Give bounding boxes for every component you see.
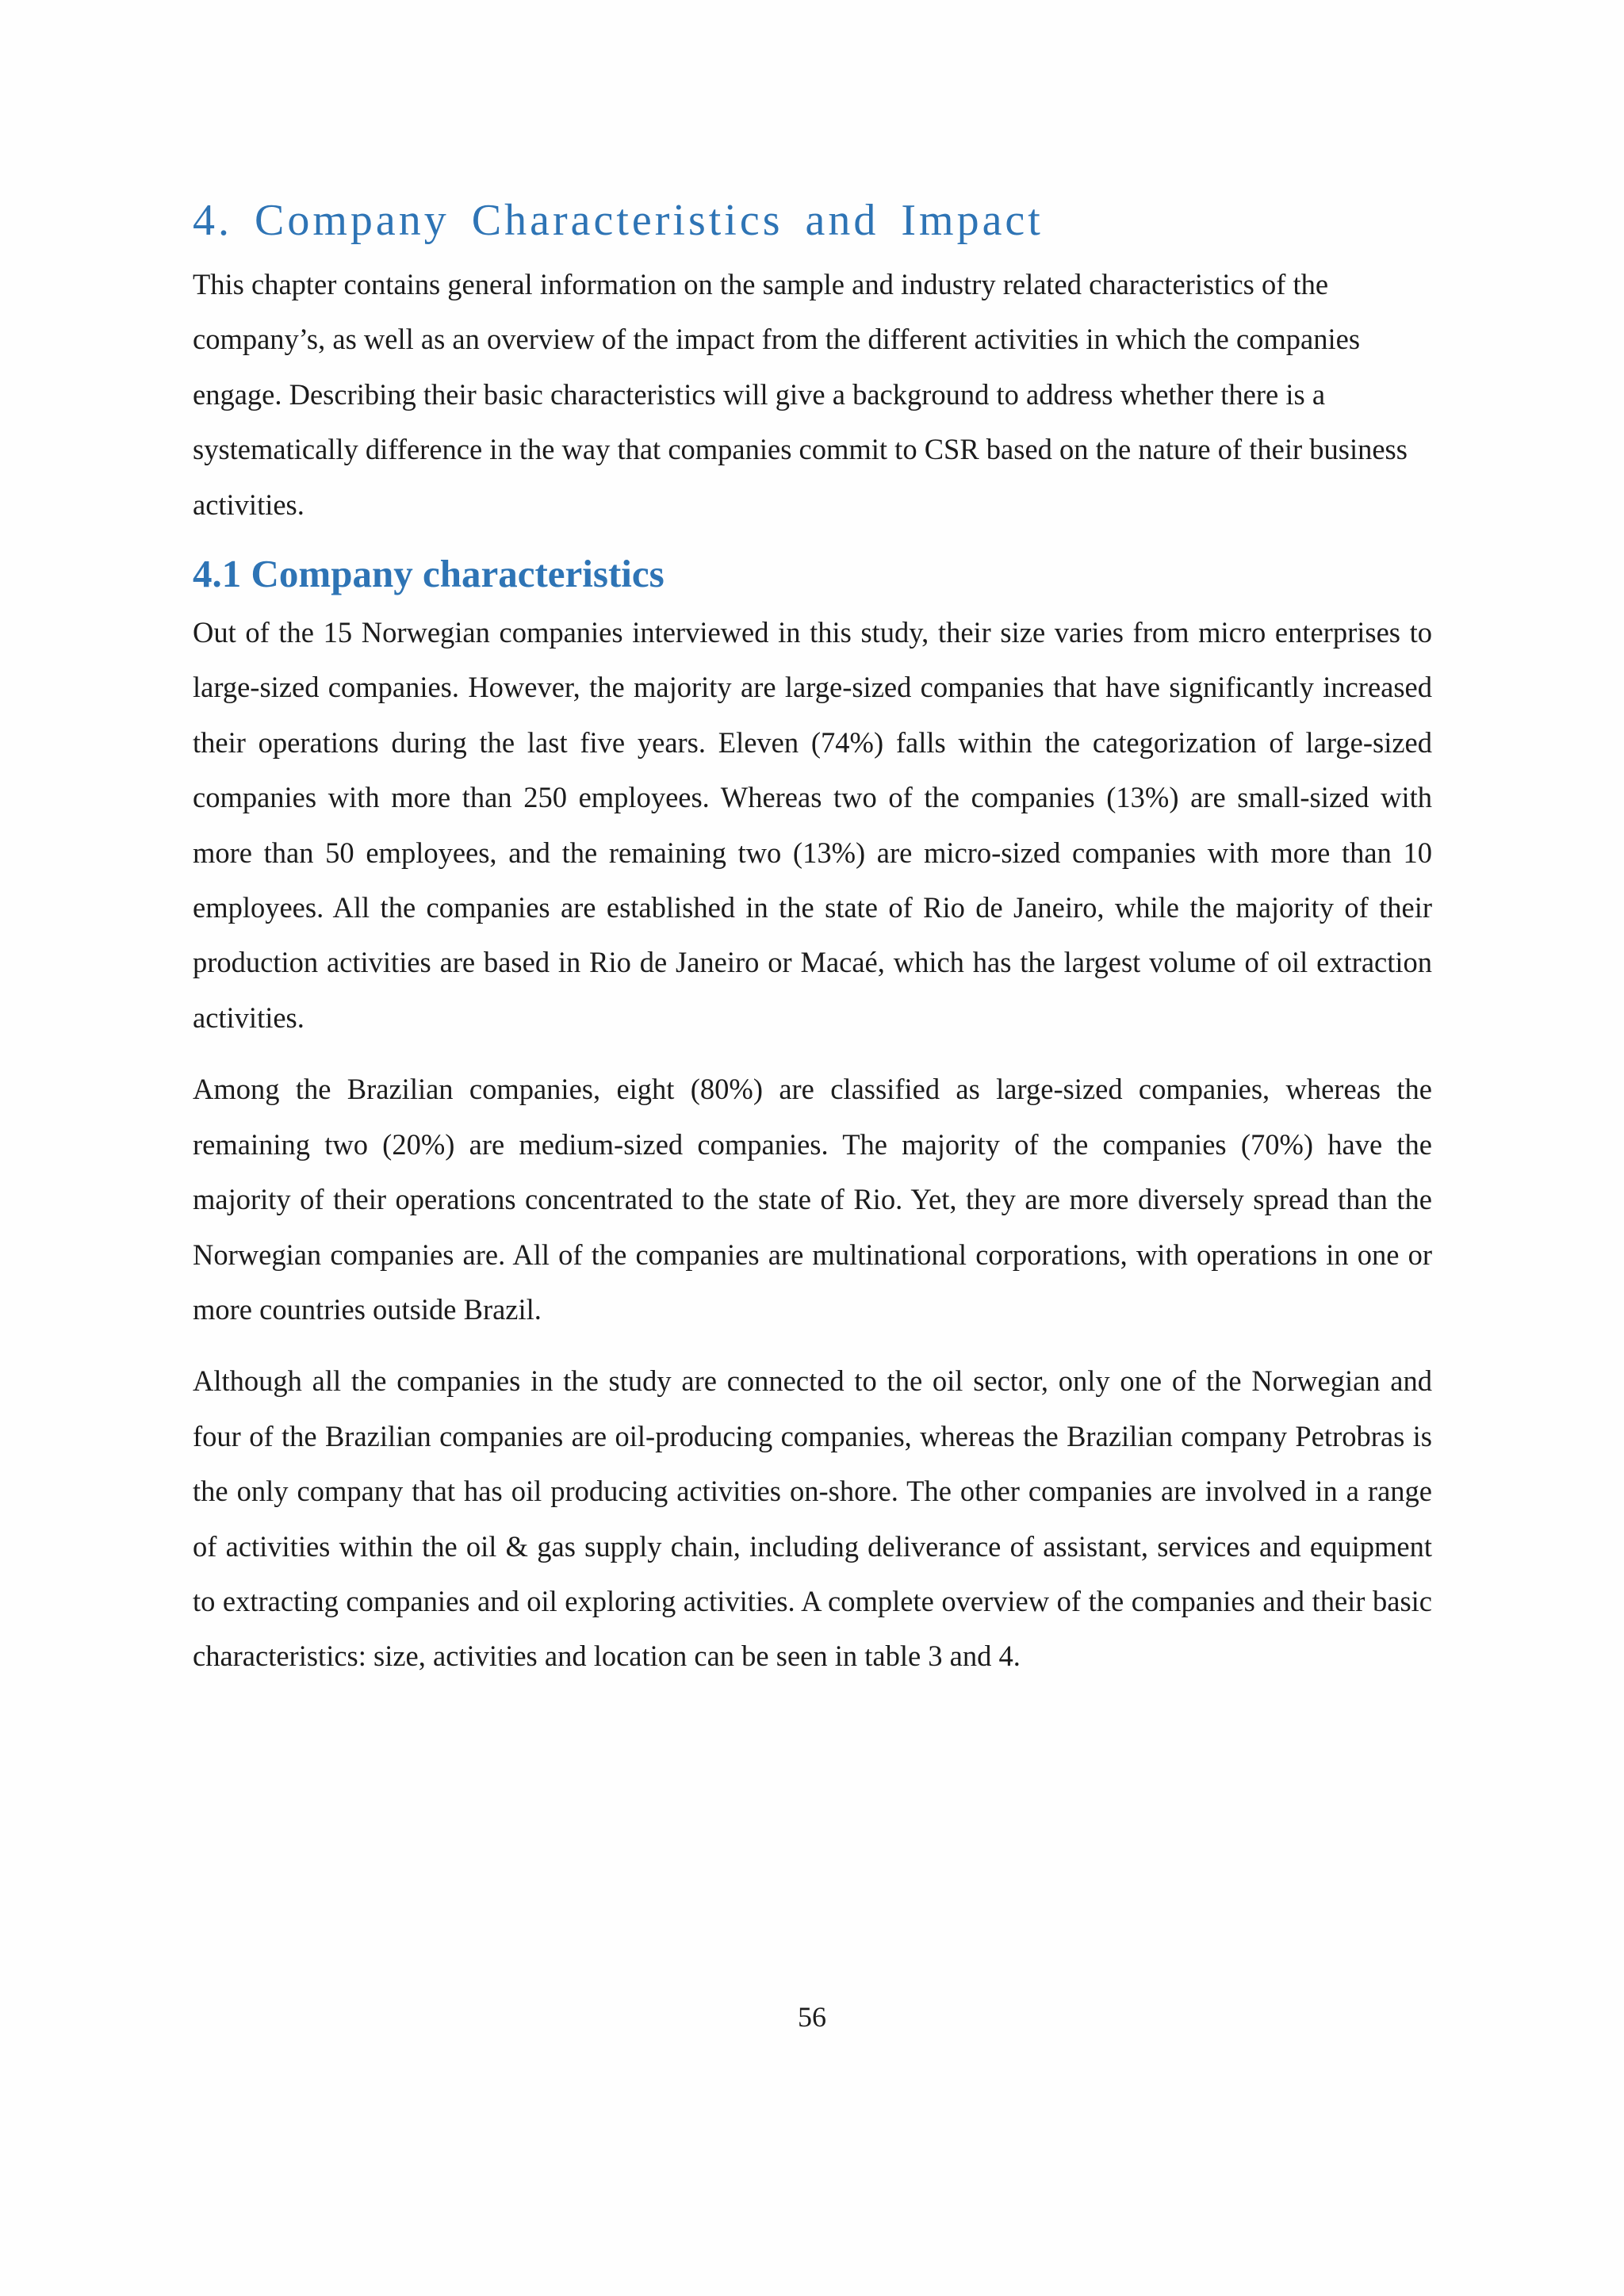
paragraph-oil-sector: Although all the companies in the study are connected to the oil sector, only one of the Norwegian and four of the Brazilian companies are oil-producing companies, whereas the Brazilian company Petrobras is the only company that has oil producing activities on-shore. The other companies are involved in a range of activities within the oil & gas supply chain, including deliverance of assistant, services and equipment to extracting companies and oil exploring activities. A complete overview of the companies and their basic characteristics: size, activities and location can be seen in table 3 and 4. bbox=[193, 1364, 1432, 1673]
page-content bbox=[193, 187, 1432, 1684]
page-number: 56 bbox=[798, 2001, 826, 2033]
paragraph-brazilian-companies: Among the Brazilian companies, eight (80%) are classified as large-sized companies, whereas the remaining two (20%) are medium-sized companies. The majority of the companies (70%) have the majority of their operations concentrated to the state of Rio. Yet, they are more diversely spread than the Norwegian companies are. All of the companies are multinational corporations, with operations in one or more countries outside Brazil. bbox=[193, 1073, 1432, 1326]
section-title: 4.1 Company characteristics bbox=[193, 552, 665, 596]
chapter-title: 4. Company Characteristics and Impact bbox=[193, 196, 1044, 245]
paragraph-norwegian-companies: Out of the 15 Norwegian companies interviewed in this study, their size varies from micro enterprises to large-sized companies. However, the majority are large-sized companies that have significantly increased their operations during the last five years. Eleven (74%) falls within the categorization of large-sized companies with more than 250 employees. Whereas two of the companies (13%) are small-sized with more than 50 employees, and the remaining two (13%) are micro-sized companies with more than 10 employees. All the companies are established in the state of Rio de Janeiro, while the majority of their production activities are based in Rio de Janeiro or Macaé, which has the largest volume of oil extraction activities. bbox=[193, 616, 1432, 1034]
chapter-intro: This chapter contains general information on the sample and industry related characteristics of the company’s, as well as an overview of the impact from the different activities in which the companies engage. Describing their basic characteristics will give a background to address whether there is a systematically difference in the way that companies commit to CSR based on the nature of their business activities. bbox=[193, 268, 1408, 521]
